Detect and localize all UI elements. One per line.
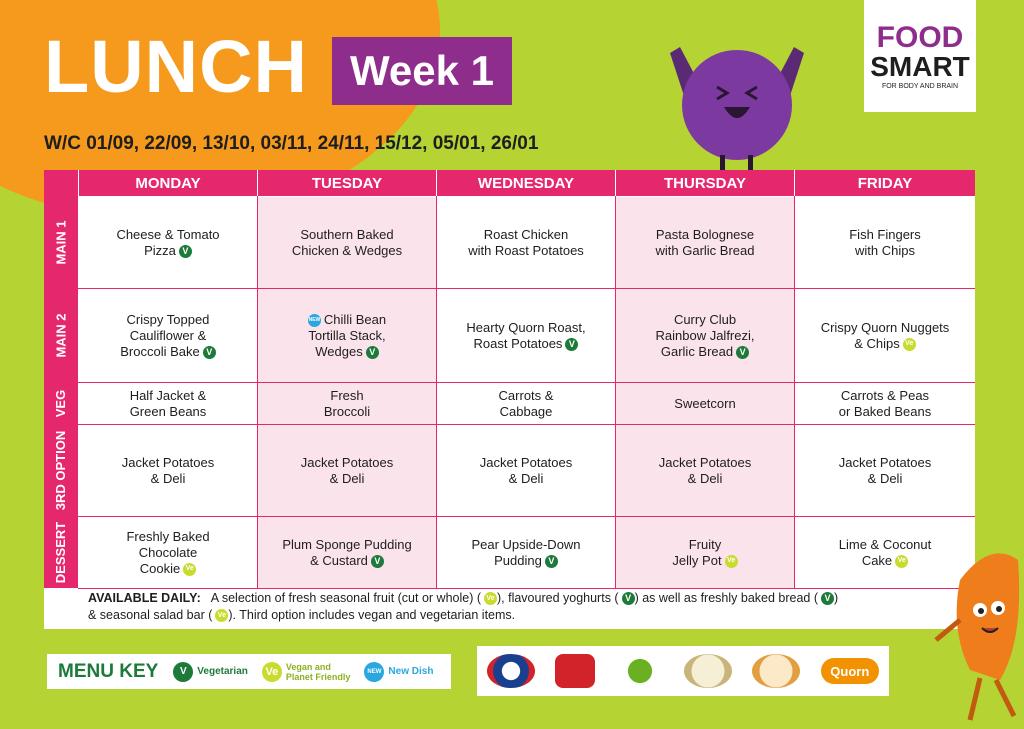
purple-mascot-illustration — [662, 35, 812, 175]
dish-text: Roast Chicken — [483, 226, 569, 242]
dish-text: & Deli — [150, 470, 186, 486]
soil-association-logo — [555, 654, 595, 688]
column-divider — [794, 196, 795, 588]
dish-text: Crispy Quorn Nuggets — [820, 319, 950, 335]
vegan-badge-icon: Ve — [484, 592, 497, 605]
row-label-main-1: MAIN 1 — [53, 219, 69, 265]
dish-text: Chicken & Wedges — [291, 242, 403, 258]
menu-cell-3rd-option-friday — [795, 425, 975, 516]
vegetarian-badge-icon: V — [371, 555, 384, 568]
menu-cell-main-2-tuesday — [258, 289, 436, 382]
vegan-badge-icon: Ve — [903, 338, 916, 351]
menu-cell-dessert-tuesday — [258, 517, 436, 588]
header-corner — [44, 170, 78, 196]
dish-text: Fruity — [688, 536, 722, 552]
dish-text: Pear Upside-Down — [471, 536, 581, 552]
row-divider — [78, 424, 975, 425]
dish-text: Cake — [861, 552, 893, 568]
quorn-logo: Quorn — [821, 658, 879, 684]
vegetarian-badge-icon: V — [565, 338, 578, 351]
day-header-friday: FRIDAY — [795, 170, 975, 196]
school-food-plan-logo — [752, 654, 800, 688]
dish-text: Tortilla Stack, — [308, 327, 386, 343]
dish-text: Jelly Pot — [672, 552, 722, 568]
menu-cell-veg-thursday — [616, 383, 794, 424]
dish-text: Rainbow Jalfrezi, — [655, 327, 755, 343]
vegetarian-badge-icon: V — [622, 592, 635, 605]
menu-cell-3rd-option-monday — [79, 425, 257, 516]
menu-cell-dessert-wednesday — [437, 517, 615, 588]
menu-cell-veg-friday — [795, 383, 975, 424]
vegetarian-badge-icon: V — [203, 346, 216, 359]
row-divider — [78, 382, 975, 383]
dish-text: Sweetcorn — [674, 395, 736, 411]
dish-text: Green Beans — [129, 403, 207, 419]
vegan-badge-icon: Ve — [215, 609, 228, 622]
dish-text: Jacket Potatoes — [658, 454, 752, 470]
menu-cell-main-2-monday — [79, 289, 257, 382]
week-commencing-dates: W/C 01/09, 22/09, 13/10, 03/11, 24/11, 15/12, 05/01, 26/01 — [44, 133, 539, 154]
partner-logos — [477, 646, 889, 696]
dish-text: Broccoli — [323, 403, 371, 419]
page-title: LUNCH — [44, 25, 308, 108]
dish-text: Southern Baked — [300, 226, 394, 242]
row-divider — [78, 516, 975, 517]
dish-text: & Deli — [687, 470, 723, 486]
dish-text: Jacket Potatoes — [121, 454, 215, 470]
menu-cell-dessert-monday — [79, 517, 257, 588]
menu-cell-main-1-thursday — [616, 197, 794, 288]
dish-text: Jacket Potatoes — [479, 454, 573, 470]
row-label-veg: VEG — [53, 389, 69, 417]
dish-text: & Deli — [508, 470, 544, 486]
row-divider — [78, 288, 975, 289]
dish-text: Fresh — [330, 387, 364, 403]
vegetarian-key-icon: V — [173, 662, 193, 682]
carrot-mascot-illustration — [930, 520, 1024, 729]
lunch-menu-table — [44, 170, 975, 629]
dish-text: Carrots & Peas — [840, 387, 930, 403]
menu-cell-main-1-tuesday — [258, 197, 436, 288]
vegetarian-badge-icon: V — [545, 555, 558, 568]
dish-text: Lime & Coconut — [838, 536, 932, 552]
day-header-monday: MONDAY — [79, 170, 257, 196]
dish-text: Pizza — [144, 242, 176, 258]
vegetarian-badge-icon: V — [736, 346, 749, 359]
dish-text: Roast Potatoes — [473, 335, 563, 351]
menu-cell-main-1-monday — [79, 197, 257, 288]
dish-text: Fish Fingers — [849, 226, 921, 242]
dish-text: Chilli Bean — [323, 311, 387, 327]
dish-text: Crispy Topped — [126, 311, 210, 327]
vegan-badge-icon: Ve — [895, 555, 908, 568]
dish-text: Pudding — [494, 552, 542, 568]
logo-subtitle: FOR BODY AND BRAIN — [881, 82, 959, 90]
dish-text: Curry Club — [673, 311, 737, 327]
waste-knot-logo — [616, 654, 664, 688]
menu-cell-main-2-wednesday — [437, 289, 615, 382]
logo-smart-text: SMART — [870, 50, 970, 82]
food-smart-logo — [864, 0, 976, 112]
menu-cell-main-1-friday — [795, 197, 975, 288]
menu-cell-veg-wednesday — [437, 383, 615, 424]
menu-cell-3rd-option-thursday — [616, 425, 794, 516]
menu-cell-3rd-option-tuesday — [258, 425, 436, 516]
menu-cell-veg-monday — [79, 383, 257, 424]
red-tractor-logo — [487, 654, 535, 688]
dish-text: & Custard — [310, 552, 368, 568]
dish-text: Cauliflower & — [129, 327, 207, 343]
week-banner: Week 1 — [332, 37, 512, 105]
dish-text: Hearty Quorn Roast, — [466, 319, 586, 335]
dish-text: Cabbage — [499, 403, 553, 419]
day-header-tuesday: TUESDAY — [258, 170, 436, 196]
day-header-wednesday: WEDNESDAY — [437, 170, 615, 196]
dish-text: with Chips — [855, 242, 915, 258]
dish-text: with Garlic Bread — [655, 242, 755, 258]
vegetarian-badge-icon: V — [821, 592, 834, 605]
dish-text: & Chips — [854, 335, 900, 351]
menu-cell-veg-tuesday — [258, 383, 436, 424]
logo-food-text: FOOD — [876, 20, 964, 54]
menu-cell-dessert-thursday — [616, 517, 794, 588]
column-divider — [257, 196, 258, 588]
row-divider — [78, 588, 975, 589]
available-daily-note: AVAILABLE DAILY: A selection of fresh seasonal fruit (cut or whole) ( Ve ), flavoured yoghurts ( V ) as well as freshly baked bread ( V ) & seasonal salad bar ( Ve ). Third option includes vegan and vegetarian items. — [88, 591, 839, 622]
dish-text: Carrots & — [498, 387, 554, 403]
vegetarian-badge-icon: V — [366, 346, 379, 359]
column-divider — [615, 196, 616, 588]
dish-text: Wedges — [315, 343, 363, 359]
new-dish-key-label: New Dish — [388, 666, 434, 677]
menu-key-title: MENU KEY — [58, 660, 159, 682]
dish-text: Plum Sponge Pudding — [282, 536, 412, 552]
dish-text: Freshly Baked — [126, 528, 210, 544]
dish-text: Broccoli Bake — [120, 343, 200, 359]
dish-text: Cheese & Tomato — [116, 226, 220, 242]
vegetarian-key-label: Vegetarian — [197, 666, 248, 677]
vegetarian-badge-icon: V — [179, 245, 192, 258]
dish-text: & Deli — [329, 470, 365, 486]
dish-text: Half Jacket & — [129, 387, 207, 403]
day-header-thursday: THURSDAY — [616, 170, 794, 196]
vegan-badge-icon: Ve — [183, 563, 196, 576]
vegan-key-icon: Ve — [262, 662, 282, 682]
row-label-3rd-option: 3RD OPTION — [53, 430, 69, 510]
row-label-main-2: MAIN 2 — [53, 312, 69, 358]
menu-cell-main-2-friday — [795, 289, 975, 382]
dish-text: Cookie — [139, 560, 181, 576]
dish-text: Jacket Potatoes — [300, 454, 394, 470]
vegan-badge-icon: Ve — [725, 555, 738, 568]
menu-cell-3rd-option-wednesday — [437, 425, 615, 516]
dish-text: & Deli — [867, 470, 903, 486]
dish-text: Garlic Bread — [660, 343, 734, 359]
available-daily-label: AVAILABLE DAILY: — [88, 591, 201, 605]
dish-text: with Roast Potatoes — [468, 242, 584, 258]
dish-text: Pasta Bolognese — [655, 226, 755, 242]
row-label-dessert: DESSERT — [53, 521, 69, 583]
lacs-logo — [684, 654, 732, 688]
menu-cell-main-1-wednesday — [437, 197, 615, 288]
new-dish-key-icon: NEW — [364, 662, 384, 682]
dish-text: or Baked Beans — [838, 403, 932, 419]
dish-text: Jacket Potatoes — [838, 454, 932, 470]
new-dish-badge-icon: NEW — [308, 314, 321, 327]
vegan-key-label: Vegan and Planet Friendly — [285, 661, 351, 682]
menu-cell-main-2-thursday — [616, 289, 794, 382]
dish-text: Chocolate — [138, 544, 198, 560]
menu-key — [47, 654, 451, 689]
column-divider — [436, 196, 437, 588]
